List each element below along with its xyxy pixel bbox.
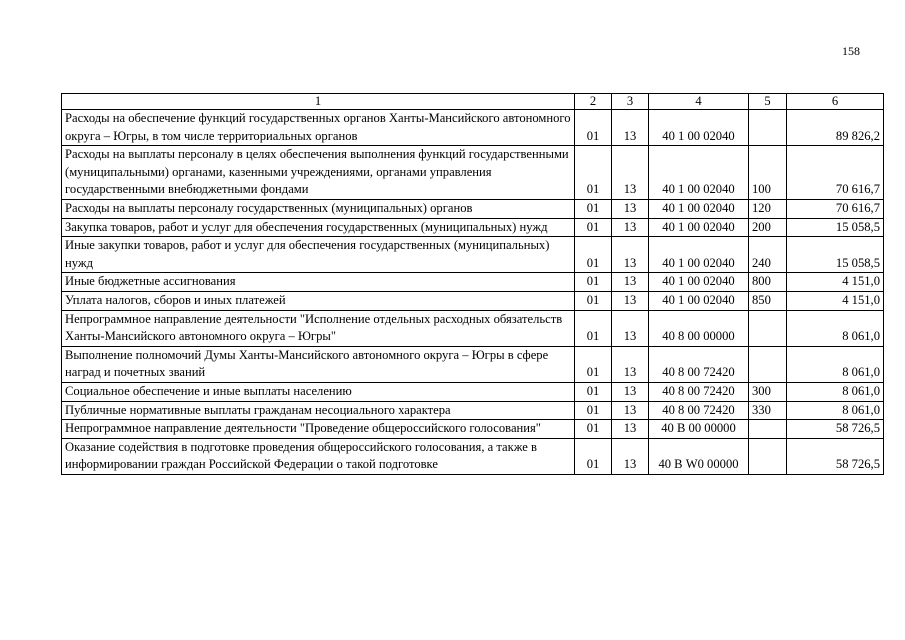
row-target: 40 1 00 02040 xyxy=(649,218,749,237)
row-amount: 8 061,0 xyxy=(787,310,884,346)
row-amount: 58 726,5 xyxy=(787,420,884,439)
row-subsection: 13 xyxy=(612,310,649,346)
row-expense-type: 800 xyxy=(749,273,787,292)
row-name: Расходы на выплаты персоналу государственных (муниципальных) органов xyxy=(62,199,575,218)
table-row xyxy=(62,310,884,346)
row-subsection: 13 xyxy=(612,218,649,237)
row-section: 01 xyxy=(575,237,612,273)
row-expense-type: 200 xyxy=(749,218,787,237)
column-header-name: 1 xyxy=(62,94,575,110)
row-section: 01 xyxy=(575,199,612,218)
row-amount: 8 061,0 xyxy=(787,382,884,401)
row-target: 40 В 00 00000 xyxy=(649,420,749,439)
row-section: 01 xyxy=(575,438,612,474)
table-row xyxy=(62,199,884,218)
row-section: 01 xyxy=(575,420,612,439)
table-row xyxy=(62,273,884,292)
row-subsection: 13 xyxy=(612,401,649,420)
row-expense-type: 240 xyxy=(749,237,787,273)
row-section: 01 xyxy=(575,273,612,292)
budget-table xyxy=(61,93,884,475)
page-number: 158 xyxy=(842,44,860,58)
table-row xyxy=(62,237,884,273)
table-row xyxy=(62,110,884,146)
row-section: 01 xyxy=(575,401,612,420)
table-row xyxy=(62,401,884,420)
table-row xyxy=(62,382,884,401)
table-row xyxy=(62,346,884,382)
row-name: Публичные нормативные выплаты гражданам несоциального характера xyxy=(62,401,575,420)
row-amount: 70 616,7 xyxy=(787,199,884,218)
row-amount: 89 826,2 xyxy=(787,110,884,146)
row-subsection: 13 xyxy=(612,420,649,439)
row-section: 01 xyxy=(575,146,612,200)
row-target: 40 8 00 00000 xyxy=(649,310,749,346)
row-subsection: 13 xyxy=(612,438,649,474)
row-target: 40 1 00 02040 xyxy=(649,273,749,292)
row-subsection: 13 xyxy=(612,382,649,401)
row-amount: 4 151,0 xyxy=(787,291,884,310)
row-section: 01 xyxy=(575,218,612,237)
table-row xyxy=(62,420,884,439)
row-expense-type xyxy=(749,110,787,146)
row-expense-type xyxy=(749,438,787,474)
row-target: 40 1 00 02040 xyxy=(649,291,749,310)
row-expense-type: 100 xyxy=(749,146,787,200)
row-name: Расходы на выплаты персоналу в целях обеспечения выполнения функций государственными (муниципальными) органами, казенными учреждениями, органами управления государственными внебюджетными фондами xyxy=(62,146,575,200)
row-amount: 4 151,0 xyxy=(787,273,884,292)
row-expense-type xyxy=(749,420,787,439)
row-target: 40 8 00 72420 xyxy=(649,401,749,420)
column-header-amount: 6 xyxy=(787,94,884,110)
row-target: 40 1 00 02040 xyxy=(649,237,749,273)
row-subsection: 13 xyxy=(612,146,649,200)
table-row xyxy=(62,218,884,237)
row-amount: 15 058,5 xyxy=(787,218,884,237)
row-section: 01 xyxy=(575,382,612,401)
row-section: 01 xyxy=(575,310,612,346)
row-name: Непрограммное направление деятельности "Проведение общероссийского голосования" xyxy=(62,420,575,439)
table-row xyxy=(62,438,884,474)
row-section: 01 xyxy=(575,110,612,146)
row-name: Иные бюджетные ассигнования xyxy=(62,273,575,292)
row-subsection: 13 xyxy=(612,110,649,146)
table-row xyxy=(62,291,884,310)
column-header-target: 4 xyxy=(649,94,749,110)
row-amount: 8 061,0 xyxy=(787,346,884,382)
row-subsection: 13 xyxy=(612,273,649,292)
row-subsection: 13 xyxy=(612,291,649,310)
row-name: Выполнение полномочий Думы Ханты-Мансийского автономного округа – Югры в сфере наград и почетных званий xyxy=(62,346,575,382)
row-name: Социальное обеспечение и иные выплаты населению xyxy=(62,382,575,401)
row-name: Расходы на обеспечение функций государственных органов Ханты-Мансийского автономного округа – Югры, в том числе территориальных органов xyxy=(62,110,575,146)
row-expense-type: 120 xyxy=(749,199,787,218)
row-name: Иные закупки товаров, работ и услуг для обеспечения государственных (муниципальных) нужд xyxy=(62,237,575,273)
row-expense-type: 300 xyxy=(749,382,787,401)
row-amount: 58 726,5 xyxy=(787,438,884,474)
row-name: Оказание содействия в подготовке проведения общероссийского голосования, а также в информировании граждан Российской Федерации о такой подготовке xyxy=(62,438,575,474)
column-header-subsection: 3 xyxy=(612,94,649,110)
row-expense-type xyxy=(749,346,787,382)
row-section: 01 xyxy=(575,291,612,310)
row-amount: 15 058,5 xyxy=(787,237,884,273)
row-subsection: 13 xyxy=(612,237,649,273)
row-section: 01 xyxy=(575,346,612,382)
row-expense-type xyxy=(749,310,787,346)
row-amount: 70 616,7 xyxy=(787,146,884,200)
row-expense-type: 850 xyxy=(749,291,787,310)
table-row xyxy=(62,146,884,200)
row-target: 40 8 00 72420 xyxy=(649,346,749,382)
table-header-row xyxy=(62,94,884,110)
row-name: Непрограммное направление деятельности "Исполнение отдельных расходных обязательств Ханты-Мансийского автономного округа – Югры" xyxy=(62,310,575,346)
row-target: 40 1 00 02040 xyxy=(649,146,749,200)
row-target: 40 8 00 72420 xyxy=(649,382,749,401)
column-header-section: 2 xyxy=(575,94,612,110)
row-target: 40 В W0 00000 xyxy=(649,438,749,474)
row-subsection: 13 xyxy=(612,199,649,218)
column-header-expense-type: 5 xyxy=(749,94,787,110)
row-target: 40 1 00 02040 xyxy=(649,110,749,146)
row-name: Уплата налогов, сборов и иных платежей xyxy=(62,291,575,310)
row-expense-type: 330 xyxy=(749,401,787,420)
row-amount: 8 061,0 xyxy=(787,401,884,420)
row-target: 40 1 00 02040 xyxy=(649,199,749,218)
row-subsection: 13 xyxy=(612,346,649,382)
row-name: Закупка товаров, работ и услуг для обеспечения государственных (муниципальных) нужд xyxy=(62,218,575,237)
